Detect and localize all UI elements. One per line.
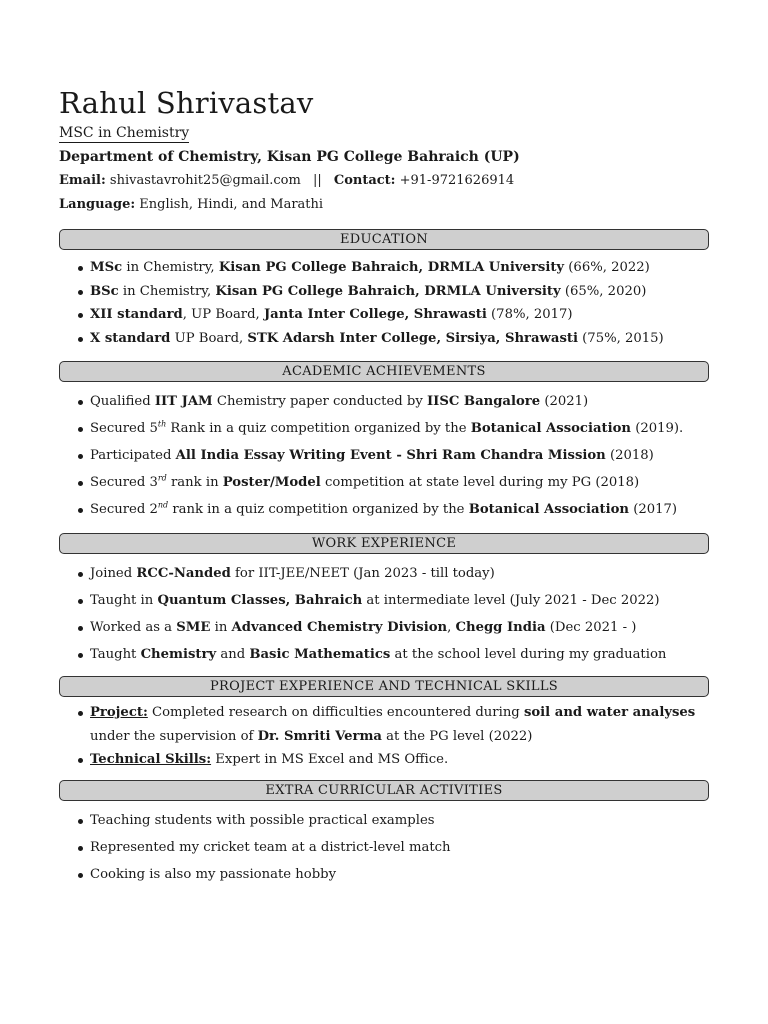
list-item: Secured 2nd rank in a quiz competition organized by the Botanical Association (2017) bbox=[59, 496, 709, 523]
skills-label: Technical Skills: bbox=[90, 752, 212, 767]
project-list bbox=[59, 701, 709, 772]
list-item: X standard UP Board, STK Adarsh Inter College, Sirsiya, Shrawasti (75%, 2015) bbox=[59, 327, 709, 351]
extra-list bbox=[59, 807, 709, 888]
list-item: MSc in Chemistry, Kisan PG College Bahraich, DRMLA University (66%, 2022) bbox=[59, 256, 709, 280]
list-item-project: Project: Completed research on difficulties encountered during soil and water analyses under the supervision of Dr. Smriti Verma at the PG level (2022) bbox=[59, 701, 709, 748]
achievements-section bbox=[59, 361, 709, 523]
degree: MSC in Chemistry bbox=[59, 125, 190, 141]
resume-header bbox=[59, 84, 709, 215]
list-item: Secured 5th Rank in a quiz competition organized by the Botanical Association (2019). bbox=[59, 415, 709, 442]
education-list bbox=[59, 256, 709, 350]
list-item: XII standard, UP Board, Janta Inter College, Shrawasti (78%, 2017) bbox=[59, 303, 709, 327]
section-header-extra: EXTRA CURRICULAR ACTIVITIES bbox=[59, 780, 709, 801]
work-list bbox=[59, 560, 709, 668]
section-header-project: PROJECT EXPERIENCE AND TECHNICAL SKILLS bbox=[59, 676, 709, 697]
contact-line bbox=[59, 171, 709, 191]
achievements-list bbox=[59, 388, 709, 523]
section-header-education: EDUCATION bbox=[59, 229, 709, 250]
section-header-work: WORK EXPERIENCE bbox=[59, 533, 709, 554]
contact-label: Contact: bbox=[333, 173, 396, 188]
list-item: Teaching students with possible practical examples bbox=[59, 807, 709, 834]
list-item: Represented my cricket team at a district-level match bbox=[59, 834, 709, 861]
language-line bbox=[59, 195, 709, 215]
list-item: Qualified IIT JAM Chemistry paper conducted by IISC Bangalore (2021) bbox=[59, 388, 709, 415]
list-item: Worked as a SME in Advanced Chemistry Division, Chegg India (Dec 2021 - ) bbox=[59, 614, 709, 641]
list-item: Cooking is also my passionate hobby bbox=[59, 861, 709, 888]
email-address[interactable]: shivastavrohit25@gmail.com bbox=[109, 173, 301, 188]
education-section bbox=[59, 229, 709, 350]
language-label: Language: bbox=[59, 197, 136, 212]
list-item: Taught in Quantum Classes, Bahraich at intermediate level (July 2021 - Dec 2022) bbox=[59, 587, 709, 614]
separator: || bbox=[312, 173, 322, 188]
languages: English, Hindi, and Marathi bbox=[139, 197, 324, 212]
department: Department of Chemistry, Kisan PG College Bahraich (UP) bbox=[59, 149, 520, 165]
list-item: Taught Chemistry and Basic Mathematics at the school level during my graduation bbox=[59, 641, 709, 668]
list-item: BSc in Chemistry, Kisan PG College Bahraich, DRMLA University (65%, 2020) bbox=[59, 280, 709, 304]
phone-number: +91-9721626914 bbox=[399, 173, 515, 188]
list-item: Participated All India Essay Writing Event - Shri Ram Chandra Mission (2018) bbox=[59, 442, 709, 469]
list-item-skills: Technical Skills: Expert in MS Excel and MS Office. bbox=[59, 748, 709, 772]
degree-line bbox=[59, 123, 709, 143]
list-item: Secured 3rd rank in Poster/Model competition at state level during my PG (2018) bbox=[59, 469, 709, 496]
section-header-achievements: ACADEMIC ACHIEVEMENTS bbox=[59, 361, 709, 382]
email-label: Email: bbox=[59, 173, 106, 188]
list-item: Joined RCC-Nanded for IIT-JEE/NEET (Jan 2023 - till today) bbox=[59, 560, 709, 587]
project-label: Project: bbox=[90, 705, 148, 720]
extra-section bbox=[59, 780, 709, 888]
work-section bbox=[59, 533, 709, 668]
project-section bbox=[59, 676, 709, 772]
candidate-name: Rahul Shrivastav bbox=[59, 86, 314, 120]
